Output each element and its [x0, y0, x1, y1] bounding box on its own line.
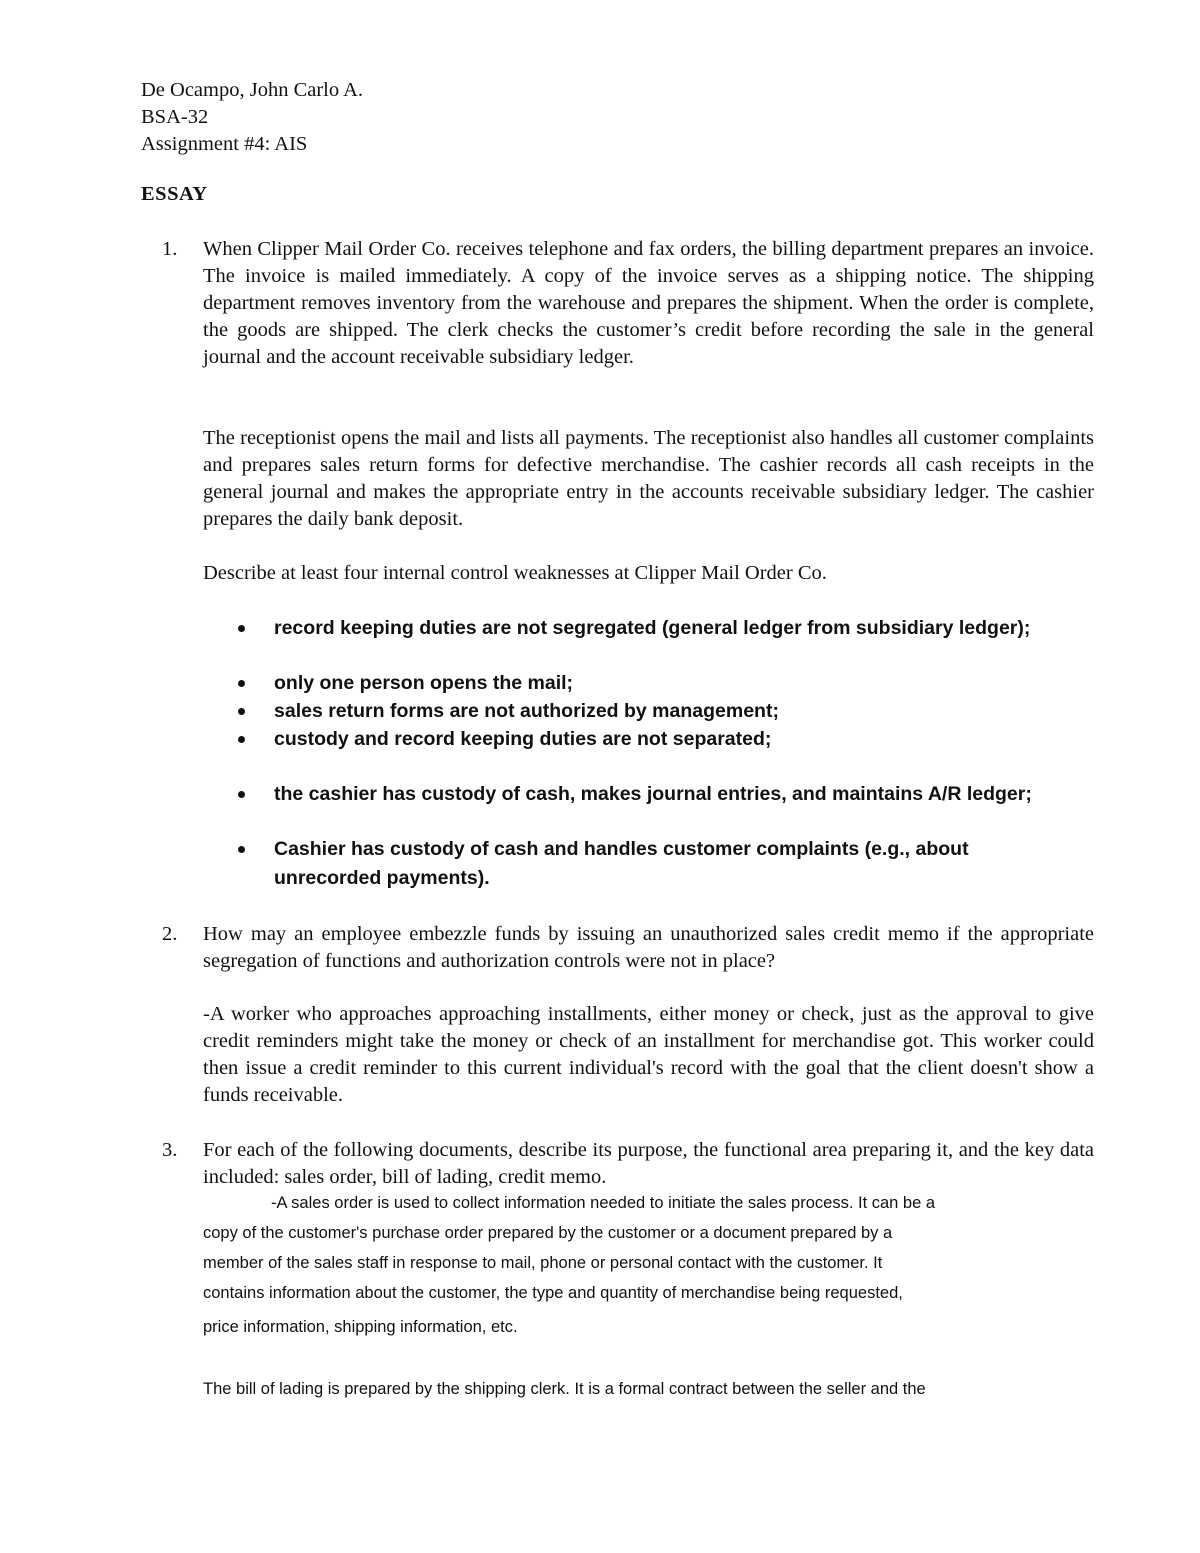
- bullet-icon: [238, 791, 245, 798]
- q3-answer-line: contains information about the customer, the type and quantity of merchandise being requested,: [203, 1284, 903, 1302]
- q3-answer-line: -A sales order is used to collect information needed to initiate the sales process. It can be a: [271, 1194, 936, 1212]
- student-name: De Ocampo, John Carlo A.: [141, 79, 364, 101]
- bullet-icon: [238, 708, 245, 715]
- q1-prompt: Describe at least four internal control weaknesses at Clipper Mail Order Co.: [203, 562, 827, 584]
- header-block: [141, 77, 363, 158]
- bullet-icon: [238, 846, 245, 853]
- list-item-text: only one person opens the mail;: [274, 672, 574, 694]
- essay-heading: ESSAY: [141, 183, 208, 205]
- q1-paragraph-1: When Clipper Mail Order Co. receives telephone and fax orders, the billing department prepares an invoice. The invoice is mailed immediately. A copy of the invoice serves as a shipping notice. The shipping department removes inventory from the warehouse and prepares the shipment. When the order is complete, the goods are shipped. The clerk checks the customer’s credit before recording the sale in the general journal and the account receivable subsidiary ledger.: [203, 238, 1094, 368]
- q3-answer-line: member of the sales staff in response to mail, phone or personal contact with the customer. It: [203, 1254, 883, 1272]
- assignment-title: Assignment #4: AIS: [141, 133, 308, 155]
- q3-answer-line: copy of the customer's purchase order prepared by the customer or a document prepared by a: [203, 1224, 893, 1242]
- bullet-icon: [238, 625, 245, 632]
- student-section: BSA-32: [141, 106, 209, 128]
- list-item-text: record keeping duties are not segregated (general ledger from subsidiary ledger);: [274, 617, 1031, 639]
- list-item-text: sales return forms are not authorized by management;: [274, 700, 779, 722]
- q3-bill-of-lading-line: The bill of lading is prepared by the shipping clerk. It is a formal contract between the seller and the: [203, 1380, 926, 1398]
- q3-number: 3.: [162, 1139, 178, 1161]
- q1-paragraph-2: The receptionist opens the mail and lists all payments. The receptionist also handles all customer complaints and prepares sales return forms for defective merchandise. The cashier records all cash receipts in the general journal and makes the appropriate entry in the accounts receivable subsidiary ledger. The cashier prepares the daily bank deposit.: [203, 427, 1094, 530]
- list-item-text: Cashier has custody of cash and handles customer complaints (e.g., about unrecorded payments).: [274, 838, 969, 889]
- list-item-text: custody and record keeping duties are not separated;: [274, 728, 772, 750]
- q3-answer-line: price information, shipping information, etc.: [203, 1318, 518, 1336]
- bullet-icon: [238, 680, 245, 687]
- q3-question: For each of the following documents, describe its purpose, the functional area preparing it, and the key data included: sales order, bill of lading, credit memo.: [203, 1139, 1094, 1188]
- q1-number: 1.: [162, 238, 178, 260]
- q2-number: 2.: [162, 923, 178, 945]
- bullet-icon: [238, 736, 245, 743]
- list-item-text: the cashier has custody of cash, makes journal entries, and maintains A/R ledger;: [274, 783, 1032, 805]
- q2-answer: -A worker who approaches approaching installments, either money or check, just as the approval to give credit reminders might take the money or check of an installment for merchandise got. This worker could then issue a credit reminder to this current individual's record with the goal that the client doesn't show a funds receivable.: [203, 1003, 1094, 1106]
- q2-question: How may an employee embezzle funds by issuing an unauthorized sales credit memo if the appropriate segregation of functions and authorization controls were not in place?: [203, 923, 1094, 972]
